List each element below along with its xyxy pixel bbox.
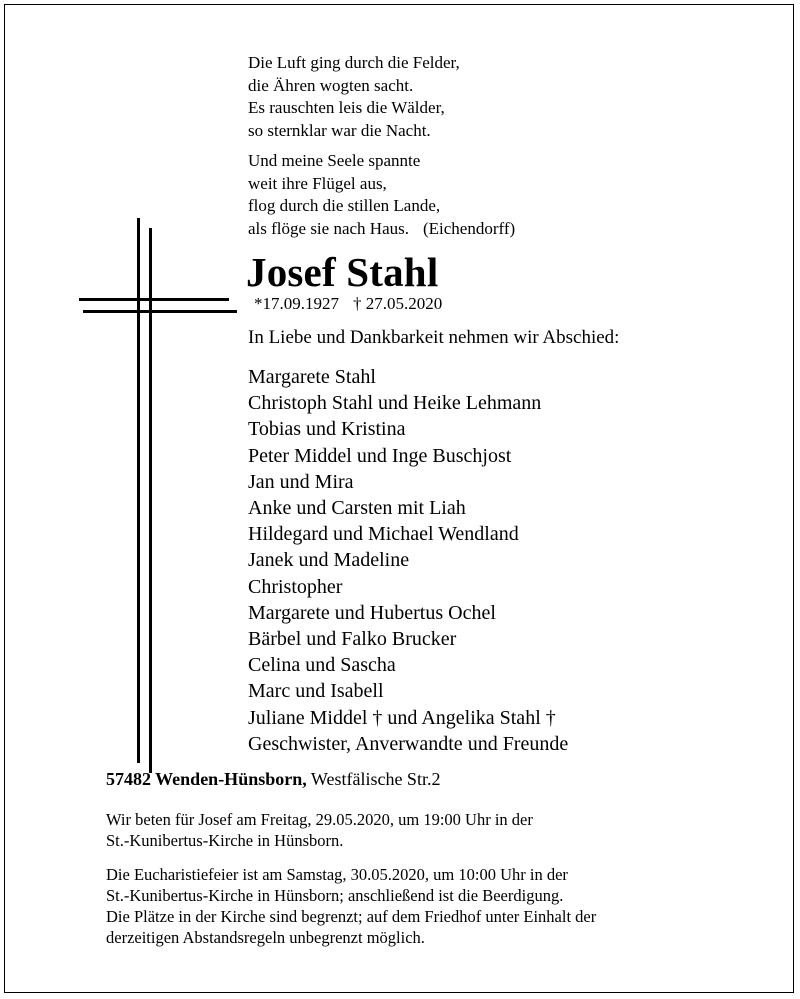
obituary-notice	[4, 4, 794, 993]
poem-stanza-2	[248, 150, 515, 240]
address-street: Westfälische Str.2	[310, 769, 441, 789]
mourner: Celina und Sascha	[248, 654, 396, 677]
eucharist-line: Die Plätze in der Kirche sind begrenzt; auf dem Friedhof unter Einhalt der	[106, 907, 597, 926]
mourner: Bärbel und Falko Brucker	[248, 628, 457, 651]
mourner: Juliane Middel † und Angelika Stahl †	[248, 706, 556, 729]
poem-line: flog durch die stillen Lande,	[248, 196, 441, 215]
poem-line: weit ihre Flügel aus,	[248, 173, 387, 193]
eucharist-line: Die Eucharistiefeier ist am Samstag, 30.05.2020, um 10:00 Uhr in der	[106, 865, 568, 884]
mourner: Marc und Isabell	[248, 680, 384, 703]
eucharist-line: derzeitigen Abstandsregeln unbegrenzt möglich.	[106, 928, 425, 947]
mourner: Christoph Stahl und Heike Lehmann	[248, 392, 542, 415]
poem-line: Es rauschten leis die Wälder,	[248, 98, 445, 117]
mourner: Margarete Stahl	[248, 366, 376, 388]
prayer-line: Wir beten für Josef am Freitag, 29.05.2020, um 19:00 Uhr in der	[106, 810, 533, 829]
farewell-intro: In Liebe und Dankbarkeit nehmen wir Abschied:	[248, 327, 620, 348]
cross-horizontal-bar-top	[79, 298, 229, 301]
family-address	[106, 769, 440, 790]
poem-line: Die Luft ging durch die Felder,	[248, 53, 460, 72]
poem-line	[248, 218, 515, 241]
poem-attribution: (Eichendorff)	[422, 218, 516, 238]
prayer-notice	[106, 809, 533, 851]
poem-line: so sternklar war die Nacht.	[248, 120, 431, 140]
poem-line: Und meine Seele spannte	[248, 151, 421, 170]
eucharist-notice	[106, 864, 596, 948]
mourner: Jan und Mira	[248, 470, 354, 493]
mourners-list	[248, 364, 568, 757]
mourner: Anke und Carsten mit Liah	[248, 497, 466, 520]
poem-line-text: als flöge sie nach Haus.	[248, 218, 409, 238]
address-place: 57482 Wenden-Hünsborn,	[106, 769, 307, 789]
mourner: Margarete und Hubertus Ochel	[248, 601, 496, 624]
prayer-line: St.-Kunibertus-Kirche in Hünsborn.	[106, 831, 344, 850]
mourner: Hildegard und Michael Wendland	[248, 523, 519, 546]
poem-stanza-1	[248, 52, 515, 142]
eucharist-line: St.-Kunibertus-Kirche in Hünsborn; anschließend ist die Beerdigung.	[106, 886, 564, 905]
mourner: Christopher	[248, 575, 343, 598]
mourner: Janek und Madeline	[248, 549, 410, 572]
death-date: † 27.05.2020	[353, 294, 443, 313]
poem	[248, 52, 515, 248]
deceased-name: Josef Stahl	[246, 249, 439, 295]
double-line-cross-icon	[79, 218, 239, 763]
life-dates	[254, 294, 442, 314]
poem-line: die Ähren wogten sacht.	[248, 75, 414, 95]
cross-horizontal-bar-bottom	[83, 310, 237, 313]
mourner: Geschwister, Anverwandte und Freunde	[248, 732, 569, 755]
mourner: Tobias und Kristina	[248, 418, 406, 441]
mourner: Peter Middel und Inge Buschjost	[248, 444, 512, 467]
birth-date: *17.09.1927	[254, 294, 339, 313]
